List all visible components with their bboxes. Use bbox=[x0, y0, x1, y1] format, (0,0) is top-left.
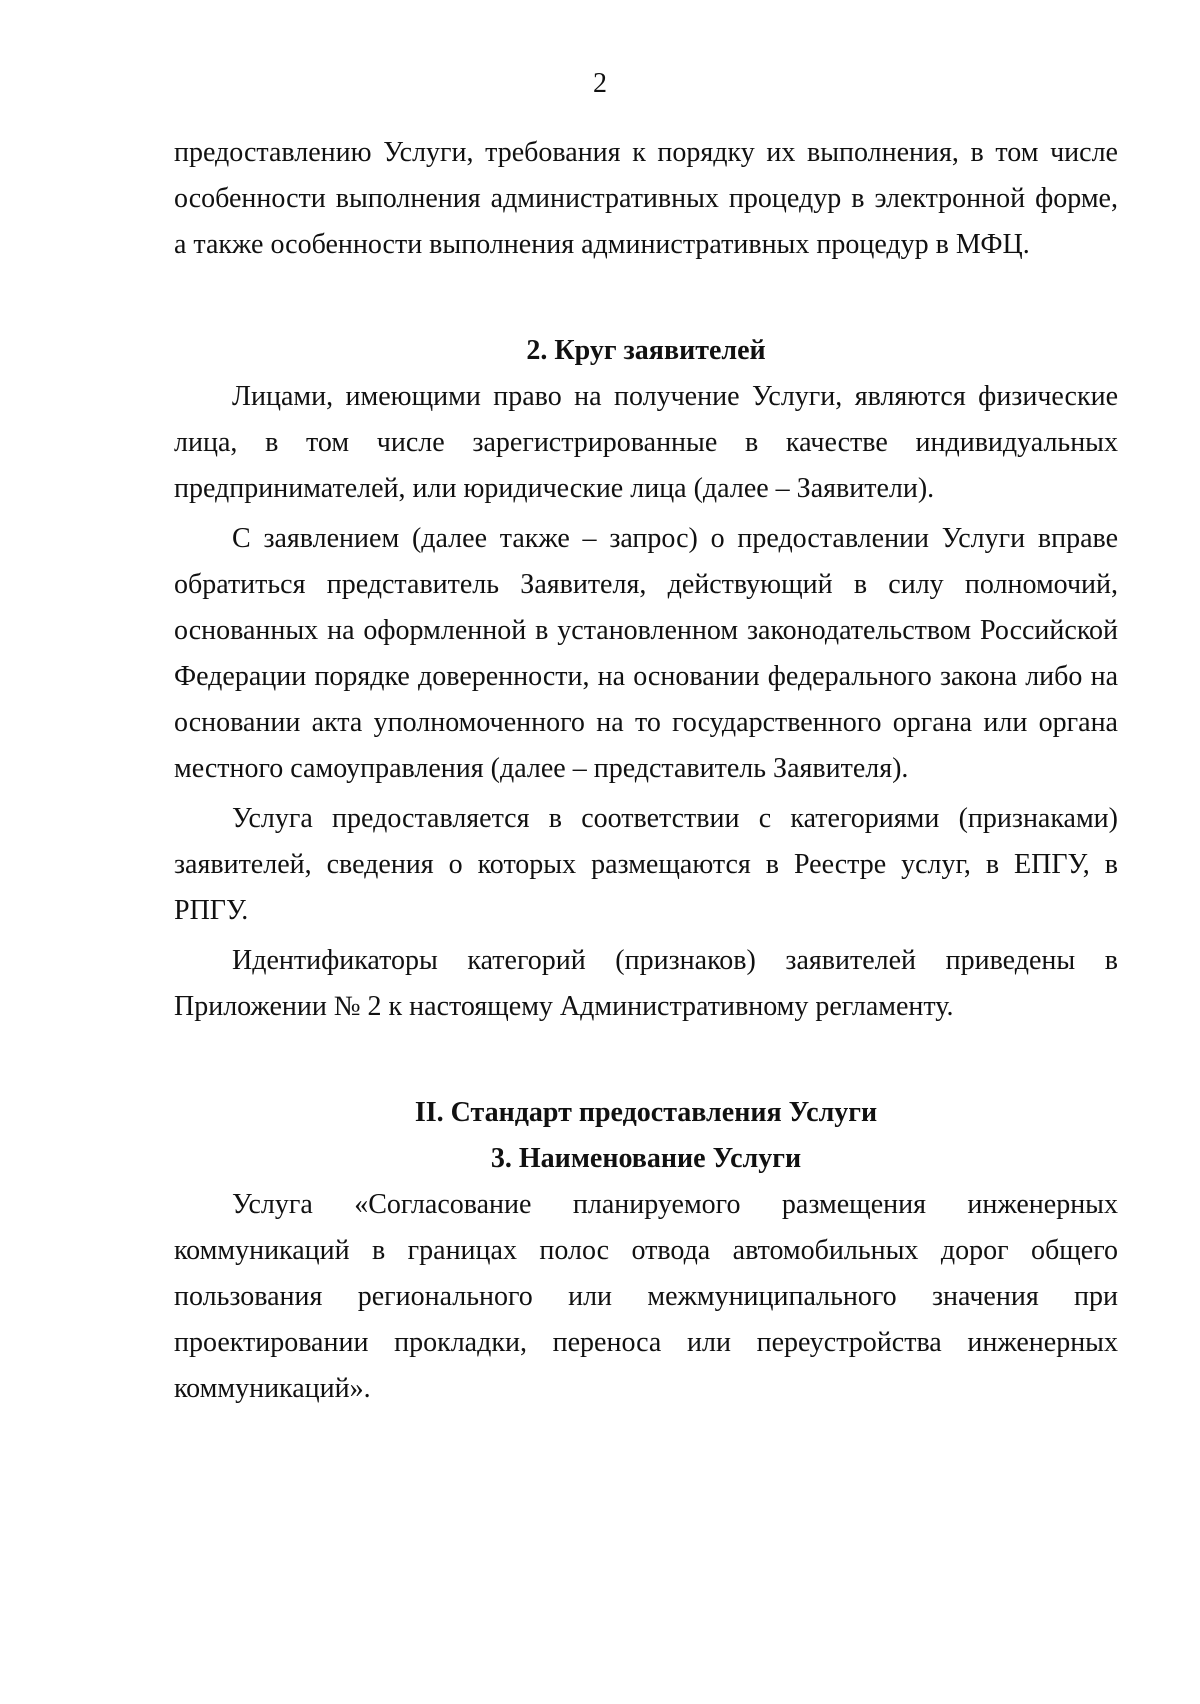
section-2-paragraph-3: Услуга предоставляется в соответствии с категориями (признаками) заявителей, сведения о которых размещаются в Реестре услуг, в ЕПГУ, в РПГУ. bbox=[174, 803, 1118, 926]
section-2-paragraph-2: С заявлением (далее также – запрос) о предоставлении Услуги вправе обратиться представитель Заявителя, действующий в силу полномочий, основанных на оформленной в установленном законодательством Российской Федерации порядке доверенности, на основании федерального закона либо на основании акта уполномоченного на то государственного органа или органа местного самоуправления (далее – представитель Заявителя). bbox=[174, 523, 1118, 784]
section-2-paragraph-4: Идентификаторы категорий (признаков) заявителей приведены в Приложении № 2 к настоящему Административному регламенту. bbox=[174, 945, 1118, 1022]
section-2-paragraph-1: Лицами, имеющими право на получение Услуги, являются физические лица, в том числе зарегистрированные в качестве индивидуальных предпринимателей, или юридические лица (далее – Заявители). bbox=[174, 381, 1118, 504]
part-2-heading: II. Стандарт предоставления Услуги bbox=[414, 1097, 878, 1128]
section-3-heading: 3. Наименование Услуги bbox=[490, 1143, 802, 1174]
section-2-heading: 2. Круг заявителей bbox=[526, 335, 766, 366]
page-content bbox=[174, 130, 1118, 1412]
page-number: 2 bbox=[593, 68, 607, 99]
intro-paragraph: предоставлению Услуги, требования к порядку их выполнения, в том числе особенности выполнения административных процедур в электронной форме, а также особенности выполнения административных процедур в МФЦ. bbox=[174, 137, 1118, 260]
section-3-paragraph: Услуга «Согласование планируемого размещения инженерных коммуникаций в границах полос отвода автомобильных дорог общего пользования регионального или межмуниципального значения при проектировании прокладки, переноса или переустройства инженерных коммуникаций». bbox=[174, 1189, 1118, 1404]
